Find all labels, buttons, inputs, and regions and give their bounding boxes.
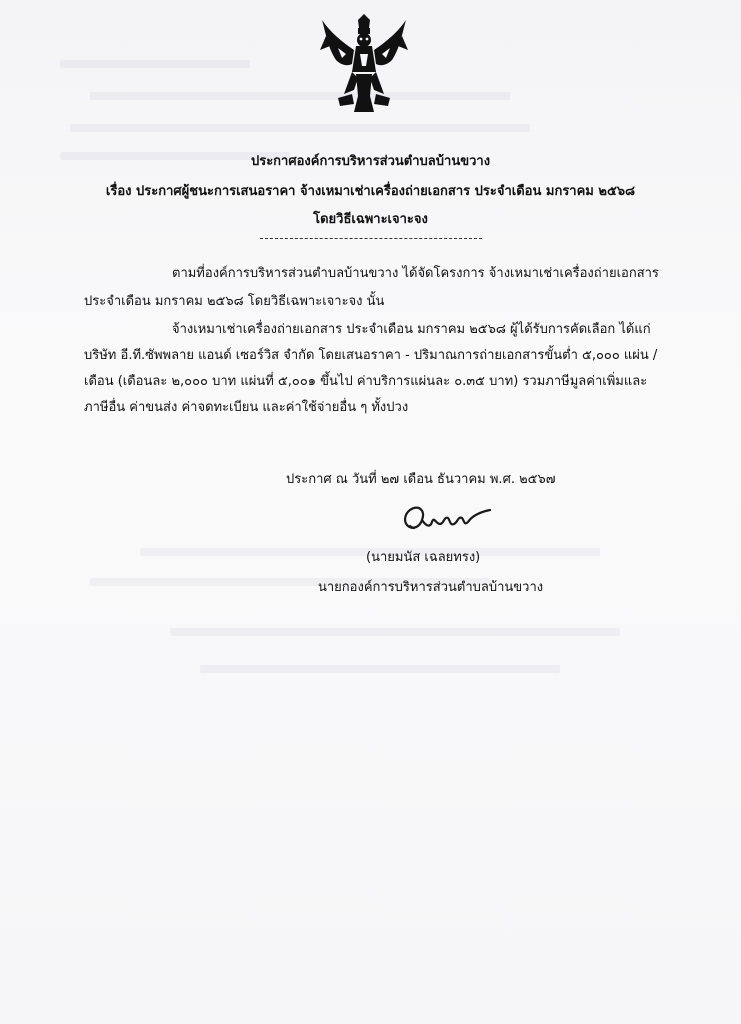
paragraph-1-line-1: ตามที่องค์การบริหารส่วนตำบลบ้านขวาง ได้จัดโครงการ จ้างเหมาเช่าเครื่องถ่ายเอกสาร: [172, 266, 659, 281]
signer-name: (นายมนัส เฉลยทรง): [366, 550, 481, 565]
bleed-through: [60, 60, 250, 68]
paragraph-1-line-2: ประจำเดือน มกราคม ๒๕๖๘ โดยวิธีเฉพาะเจาะจง นั้น: [84, 294, 385, 309]
org-title: ประกาศองค์การบริหารส่วนตำบลบ้านขวาง: [250, 154, 491, 169]
bleed-through: [200, 665, 560, 673]
bleed-through: [170, 628, 620, 636]
method-line: โดยวิธีเฉพาะเจาะจง: [313, 212, 428, 227]
paragraph-2-line-4: ภาษีอื่น ค่าขนส่ง ค่าจดทะเบียน และค่าใช้จ่ายอื่น ๆ ทั้งปวง: [84, 400, 409, 415]
bleed-through: [90, 92, 510, 100]
subject-line: เรื่อง ประกาศผู้ชนะการเสนอราคา จ้างเหมาเช่าเครื่องถ่ายเอกสาร ประจำเดือน มกราคม ๒๕๖๘: [105, 184, 636, 199]
paragraph-2-line-1: จ้างเหมาเช่าเครื่องถ่ายเอกสาร ประจำเดือน มกราคม ๒๕๖๘ ผู้ได้รับการคัดเลือก ได้แก่: [172, 322, 651, 337]
paragraph-2-line-2: บริษัท อี.ที.ซัพพลาย แอนด์ เซอร์วิส จำกัด โดยเสนอราคา - ปริมาณการถ่ายเอกสารขั้นต่ำ ๕,๐๐๐ แผ่น /: [84, 348, 658, 363]
paragraph-2-line-3: เดือน (เดือนละ ๒,๐๐๐ บาท แผ่นที่ ๕,๐๐๑ ขึ้นไป ค่าบริการแผ่นละ ๐.๓๕ บาท) รวมภาษีมูลค่าเพิ่มและ: [84, 374, 648, 389]
announcement-date: ประกาศ ณ วันที่ ๒๗ เดือน ธันวาคม พ.ศ. ๒๕๖๗: [286, 472, 556, 487]
signer-position: นายกองค์การบริหารส่วนตำบลบ้านขวาง: [318, 580, 544, 595]
garuda-emblem-icon: [318, 14, 410, 114]
bleed-through: [70, 124, 530, 132]
separator-rule: [260, 238, 482, 239]
handwritten-signature: [400, 498, 492, 540]
